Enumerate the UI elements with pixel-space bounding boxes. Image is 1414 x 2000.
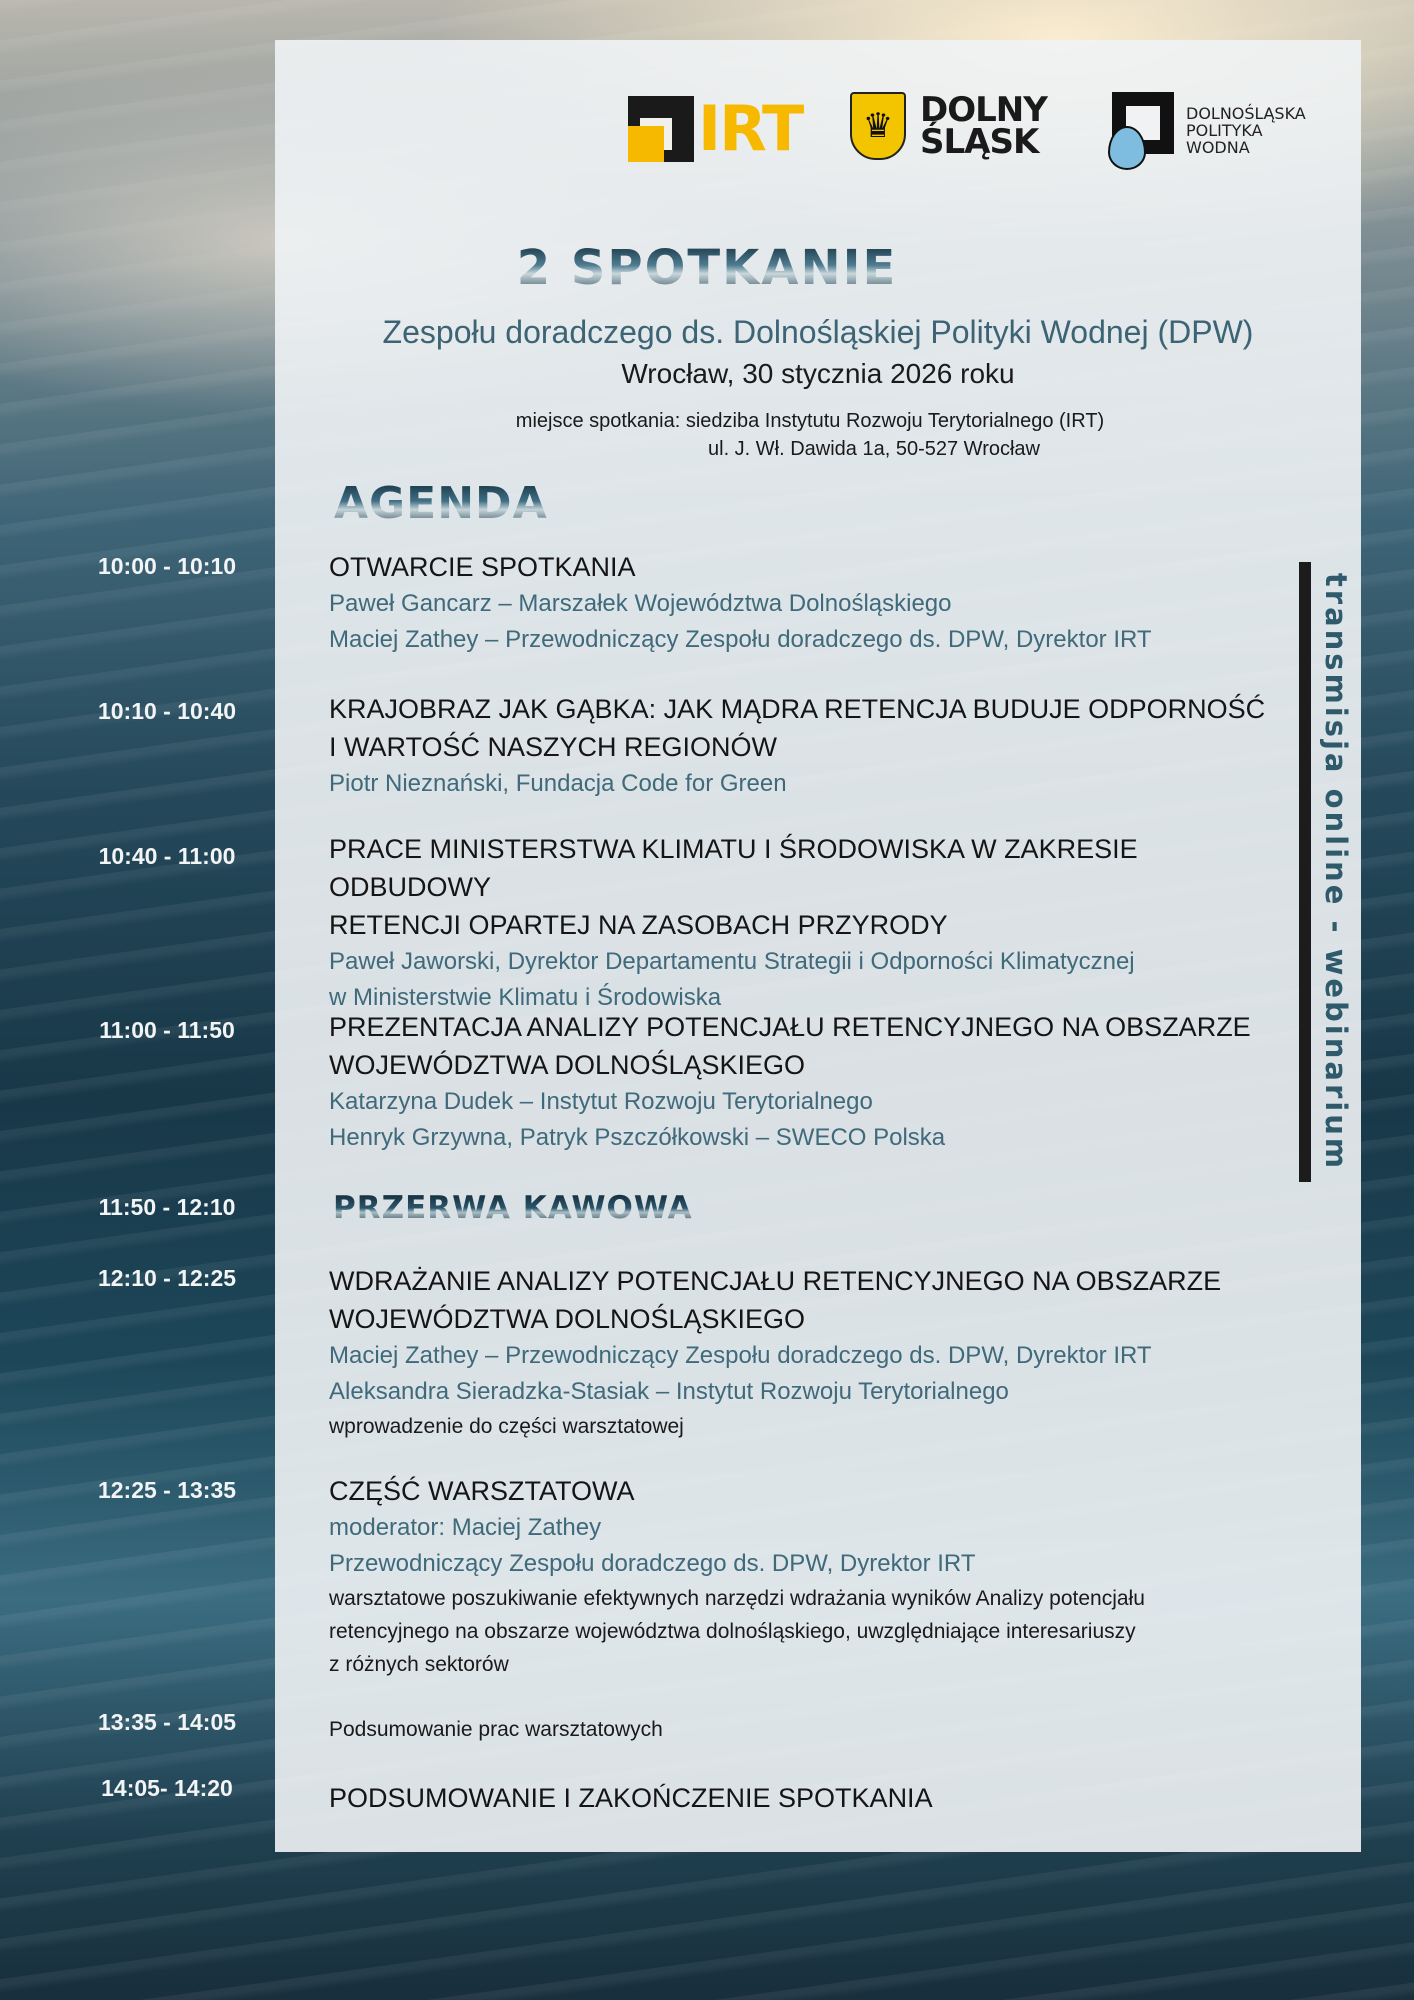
agenda-item — [329, 1262, 1269, 1443]
irt-logo — [628, 92, 802, 165]
agenda-note: Podsumowanie prac warsztatowych — [329, 1718, 663, 1741]
agenda-speaker: w Ministerstwie Klimatu i Środowiska — [329, 984, 722, 1011]
agenda-time: 10:10 - 10:40 — [97, 698, 237, 724]
agenda-item-heading: PREZENTACJA ANALIZY POTENCJAŁU RETENCYJNEGO NA OBSZARZE — [329, 1012, 1251, 1042]
agenda-item — [329, 1472, 1269, 1681]
agenda-item-heading: KRAJOBRAZ JAK GĄBKA: JAK MĄDRA RETENCJA BUDUJE ODPORNOŚĆ — [329, 694, 1266, 724]
agenda-item — [329, 1713, 1269, 1746]
side-bar-divider — [1299, 562, 1311, 1182]
agenda-speaker: Przewodniczący Zespołu doradczego ds. DPW, Dyrektor IRT — [329, 1550, 976, 1577]
meeting-date: Wrocław, 30 stycznia 2026 roku — [621, 358, 1015, 389]
agenda-speaker: Katarzyna Dudek – Instytut Rozwoju Terytorialnego — [329, 1088, 873, 1115]
agenda-item-heading: WOJEWÓDZTWA DOLNOŚLĄSKIEGO — [329, 1050, 806, 1080]
agenda-note: wprowadzenie do części warsztatowej — [329, 1415, 684, 1438]
agenda-note: warsztatowe poszukiwanie efektywnych narzędzi wdrażania wyników Analizy potencjału — [329, 1587, 1145, 1610]
agenda-speaker: Maciej Zathey – Przewodniczący Zespołu doradczego ds. DPW, Dyrektor IRT — [329, 1342, 1152, 1369]
meeting-place: miejsce spotkania: siedziba Instytutu Rozwoju Terytorialnego (IRT) — [515, 410, 1105, 432]
dpw-logo-text: DOLNOŚLĄSKA POLITYKA WODNA — [1186, 103, 1306, 157]
agenda-heading: AGENDA — [334, 478, 548, 529]
agenda-item — [329, 1008, 1269, 1156]
meeting-subtitle: Zespołu doradczego ds. Dolnośląskiej Polityki Wodnej (DPW) — [382, 314, 1254, 350]
agenda-speaker: Henryk Grzywna, Patryk Pszczółkowski – SWECO Polska — [329, 1124, 946, 1151]
irt-logo-text: IRT — [698, 92, 803, 165]
dolny-slask-logo — [850, 92, 1047, 160]
dpw-logo — [1102, 92, 1306, 168]
agenda-item-heading: RETENCJI OPARTEJ NA ZASOBACH PRZYRODY — [329, 910, 948, 940]
agenda-item — [329, 690, 1269, 802]
eagle-crest-icon: ♛ — [850, 92, 906, 160]
agenda-time: 12:10 - 12:25 — [97, 1265, 237, 1291]
agenda-speaker: Piotr Nieznański, Fundacja Code for Green — [329, 770, 787, 797]
agenda-speaker: Paweł Gancarz – Marszałek Województwa Dolnośląskiego — [329, 590, 952, 617]
agenda-item — [329, 1779, 1269, 1817]
agenda-item-heading: PRACE MINISTERSTWA KLIMATU I ŚRODOWISKA W ZAKRESIE ODBUDOWY — [329, 834, 1138, 902]
dolny-slask-logo-text: DOLNY ŚLĄSK — [920, 90, 1047, 162]
meeting-address: ul. J. Wł. Dawida 1a, 50-527 Wrocław — [708, 438, 1040, 460]
agenda-item-heading: CZĘŚĆ WARSZTATOWA — [329, 1476, 635, 1506]
agenda-speaker: Maciej Zathey – Przewodniczący Zespołu doradczego ds. DPW, Dyrektor IRT — [329, 626, 1152, 653]
agenda-time: 14:05- 14:20 — [101, 1775, 233, 1801]
agenda-note: z różnych sektorów — [329, 1653, 509, 1676]
agenda-item-heading: PODSUMOWANIE I ZAKOŃCZENIE SPOTKANIA — [329, 1783, 933, 1813]
agenda-time: 13:35 - 14:05 — [97, 1709, 237, 1735]
agenda-item — [329, 830, 1269, 1016]
webinar-label: transmisja online - webinarium — [1319, 572, 1353, 1172]
agenda-item-heading: WOJEWÓDZTWA DOLNOŚLĄSKIEGO — [329, 1304, 806, 1334]
agenda-speaker: Paweł Jaworski, Dyrektor Departamentu Strategii i Odporności Klimatycznej — [329, 948, 1135, 975]
agenda-item-heading: WDRAŻANIE ANALIZY POTENCJAŁU RETENCYJNEGO NA OBSZARZE — [329, 1266, 1222, 1296]
agenda-item-heading: OTWARCIE SPOTKANIA — [329, 552, 636, 582]
agenda-time: 10:00 - 10:10 — [97, 553, 237, 579]
irt-mark-icon — [628, 96, 694, 162]
agenda-time: 11:00 - 11:50 — [99, 1017, 235, 1043]
agenda-time: 11:50 - 12:10 — [98, 1194, 236, 1220]
agenda-item — [333, 1190, 1273, 1226]
agenda-speaker: moderator: Maciej Zathey — [329, 1514, 602, 1541]
agenda-note: retencyjnego na obszarze województwa dolnośląskiego, uwzględniające interesariuszy — [329, 1620, 1136, 1643]
meeting-title: 2 SPOTKANIE — [0, 240, 1414, 296]
coffee-break-title: PRZERWA KAWOWA — [333, 1190, 1273, 1226]
agenda-time: 10:40 - 11:00 — [98, 843, 236, 869]
agenda-item-heading: I WARTOŚĆ NASZYCH REGIONÓW — [329, 732, 778, 762]
agenda-speaker: Aleksandra Sieradzka-Stasiak – Instytut Rozwoju Terytorialnego — [329, 1378, 1009, 1405]
agenda-time: 12:25 - 13:35 — [97, 1477, 237, 1503]
water-drop-icon — [1102, 92, 1174, 168]
agenda-item — [329, 548, 1269, 658]
